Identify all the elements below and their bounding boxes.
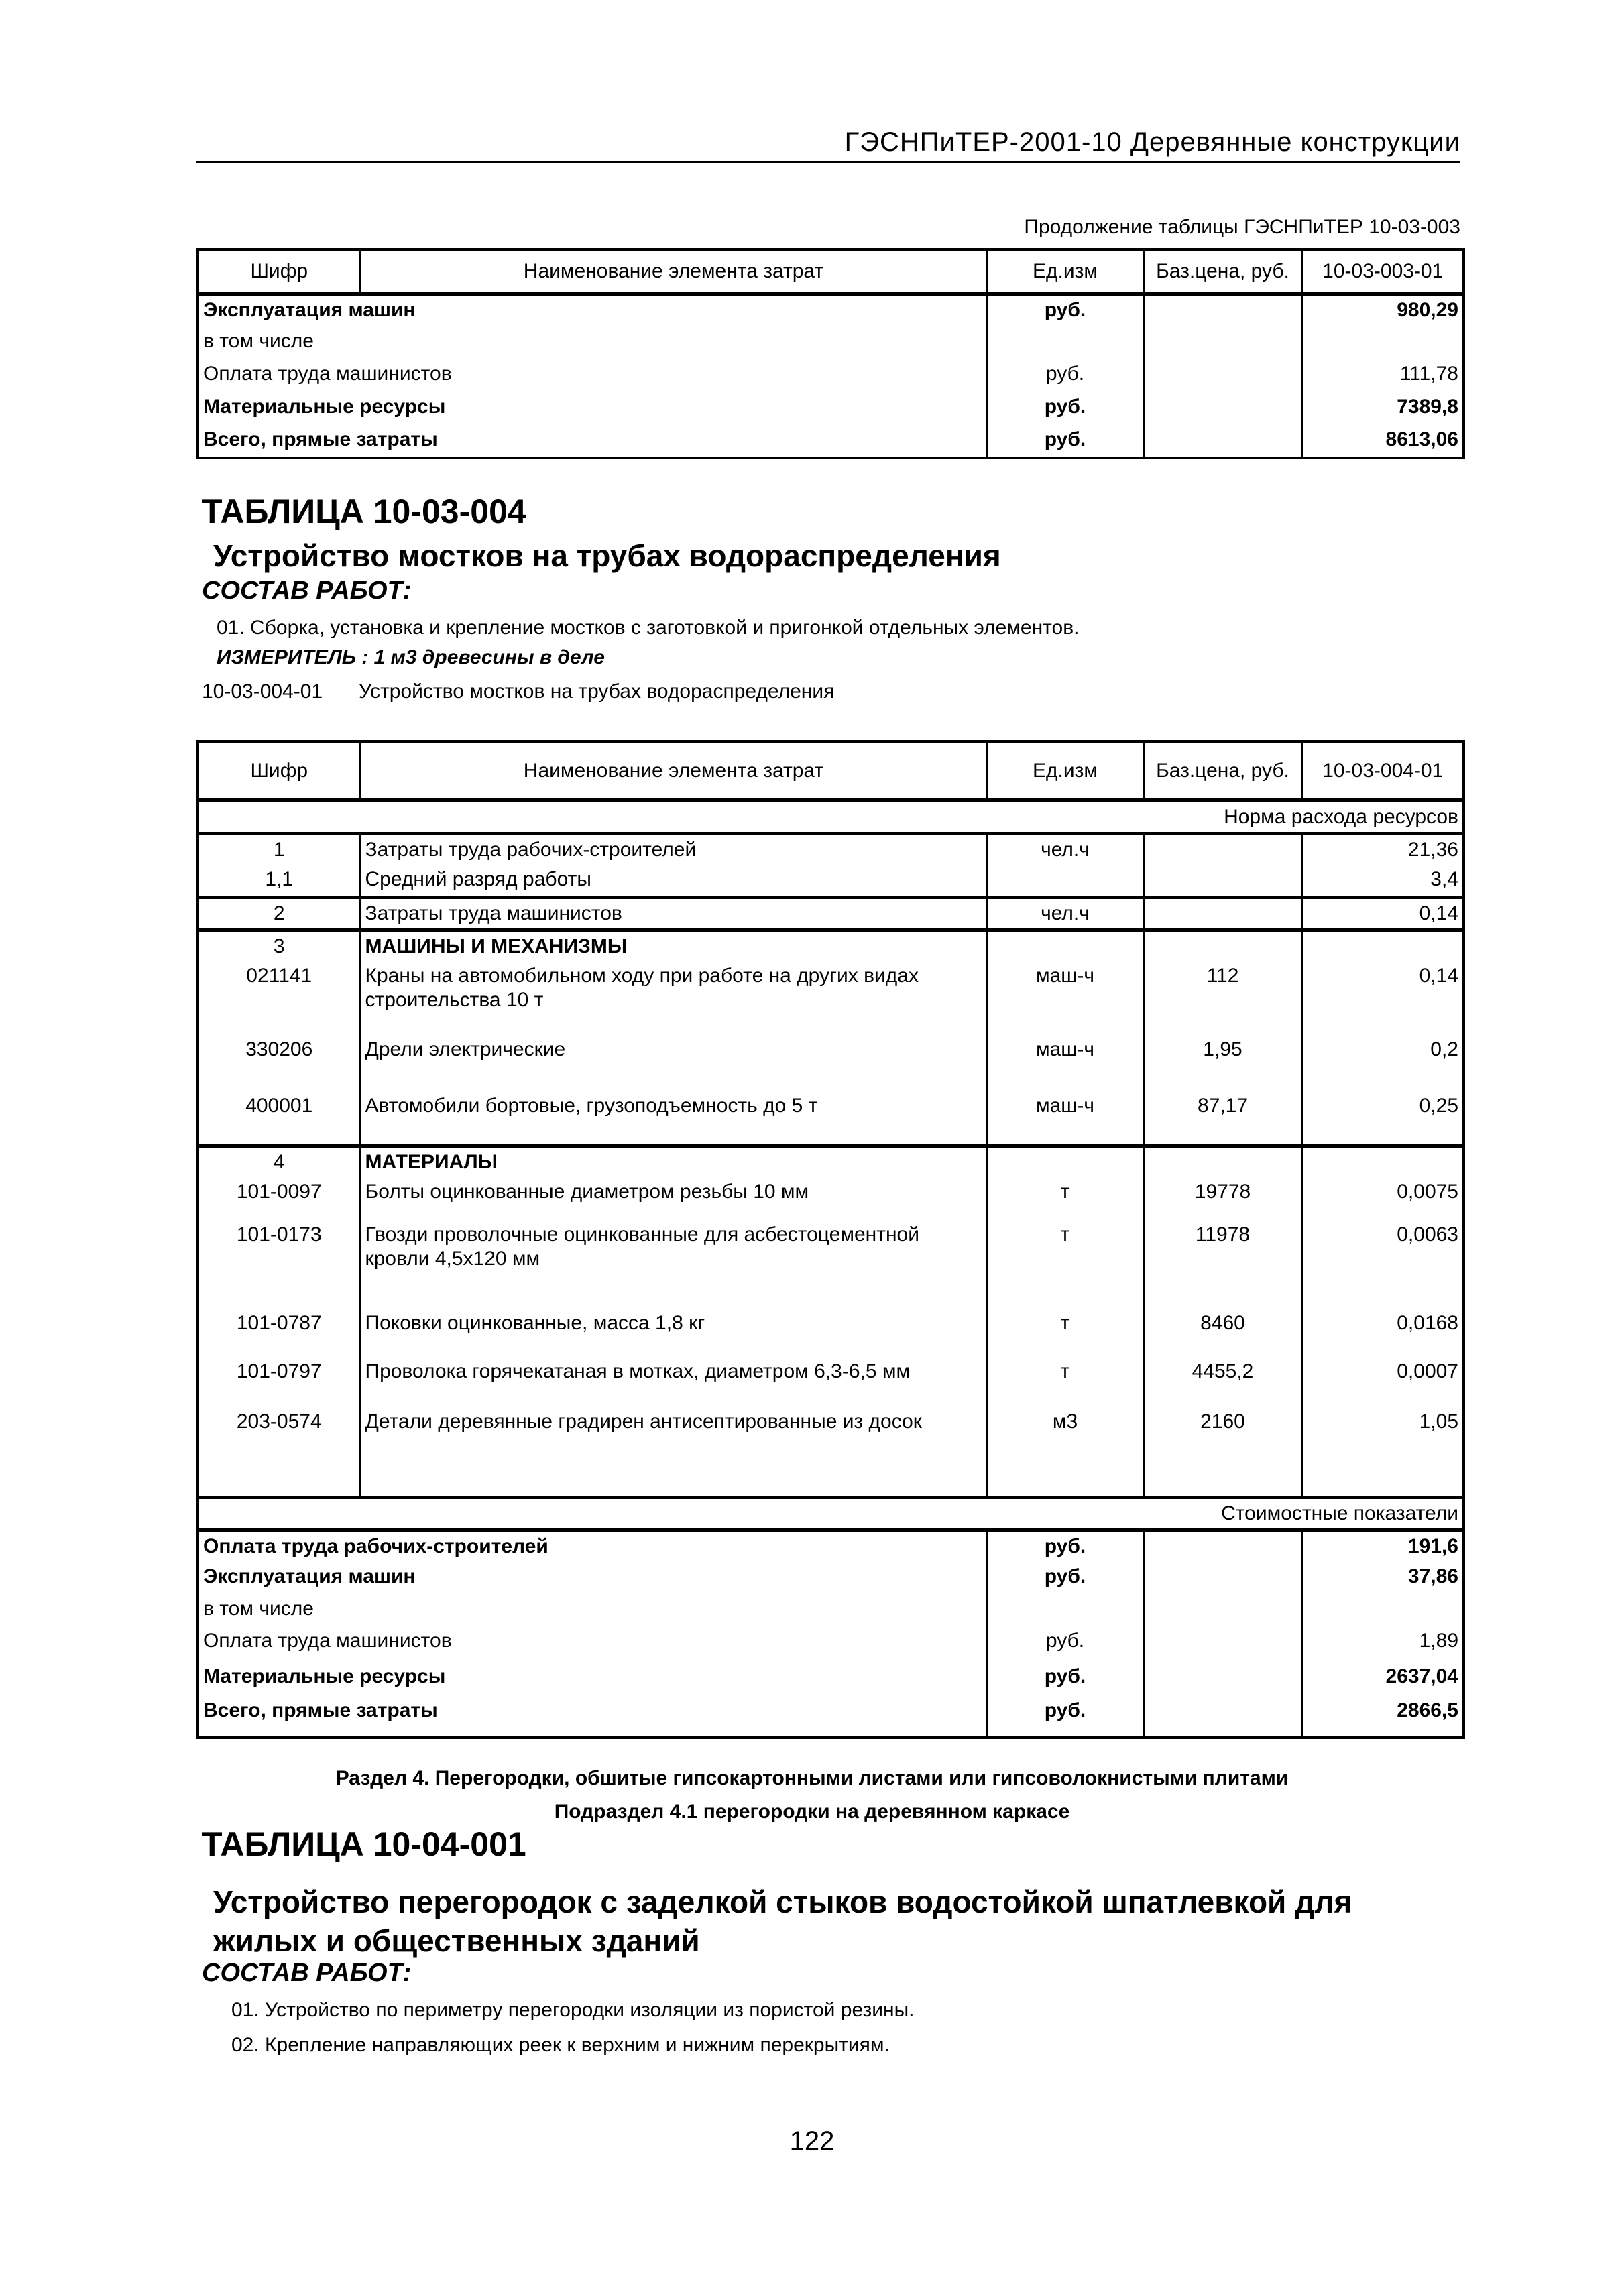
row-value: 1,05: [1302, 1407, 1464, 1497]
row-code: 101-0787: [198, 1309, 360, 1357]
row-unit: руб.: [987, 294, 1143, 326]
table-subject: Устройство мостков на трубах водораспределения: [213, 538, 1001, 573]
row-price: [1143, 326, 1302, 359]
row-name: Средний разряд работы: [360, 865, 987, 897]
row-value: 0,14: [1302, 961, 1464, 1035]
table-row: [198, 1146, 1464, 1178]
row-price: 8460: [1143, 1309, 1302, 1357]
col-header: Ед.изм: [987, 741, 1143, 800]
row-price: [1143, 834, 1302, 865]
row-value: 0,0007: [1302, 1357, 1464, 1407]
row-unit: т: [987, 1309, 1143, 1357]
norm-code: 10-03-004-01: [202, 680, 323, 703]
row-price: [1143, 1626, 1302, 1662]
row-value: 191,6: [1302, 1530, 1464, 1562]
row-value: 111,78: [1302, 359, 1464, 392]
col-header: Шифр: [198, 249, 360, 294]
row-name: Эксплуатация машин: [198, 294, 987, 326]
row-unit: руб.: [987, 1530, 1143, 1562]
row-unit: маш-ч: [987, 1091, 1143, 1146]
row-name: Оплата труда машинистов: [198, 359, 987, 392]
row-value: 0,2: [1302, 1035, 1464, 1091]
col-header: 10-03-004-01: [1302, 741, 1464, 800]
row-unit: [987, 1594, 1143, 1626]
row-value: 8613,06: [1302, 425, 1464, 458]
row-unit: чел.ч: [987, 897, 1143, 930]
table-title: ТАБЛИЦА 10-04-001: [202, 1825, 526, 1863]
row-value: 7389,8: [1302, 392, 1464, 425]
row-name: Краны на автомобильном ходу при работе на других видах строительства 10 т: [360, 961, 987, 1035]
row-value: 0,14: [1302, 897, 1464, 930]
works-heading: СОСТАВ РАБОТ:: [202, 1959, 412, 1987]
cost-row: [198, 1594, 1464, 1626]
row-price: [1143, 1530, 1302, 1562]
row-unit: руб.: [987, 425, 1143, 458]
row-code: 1: [198, 834, 360, 865]
row-code: 400001: [198, 1091, 360, 1146]
table-row: [198, 425, 1464, 458]
row-price: [1143, 1562, 1302, 1594]
col-header: Ед.изм: [987, 249, 1143, 294]
row-price: 4455,2: [1143, 1357, 1302, 1407]
row-value: 0,0075: [1302, 1177, 1464, 1220]
row-unit: руб.: [987, 392, 1143, 425]
row-unit: т: [987, 1177, 1143, 1220]
row-price: 87,17: [1143, 1091, 1302, 1146]
col-header: Наименование элемента затрат: [360, 249, 987, 294]
table-row: [198, 326, 1464, 359]
row-unit: руб.: [987, 1626, 1143, 1662]
row-unit: руб.: [987, 1662, 1143, 1696]
row-name: Материальные ресурсы: [198, 392, 987, 425]
table-row: [198, 897, 1464, 930]
row-code: 101-0797: [198, 1357, 360, 1407]
row-code: 101-0173: [198, 1220, 360, 1309]
row-price: [1143, 425, 1302, 458]
row-price: [1143, 1594, 1302, 1626]
page-number: 122: [789, 2126, 835, 2156]
table-row: [198, 930, 1464, 961]
row-name: Материальные ресурсы: [198, 1662, 987, 1696]
col-header: Шифр: [198, 741, 360, 800]
row-unit: т: [987, 1357, 1143, 1407]
row-unit: т: [987, 1220, 1143, 1309]
table-row: [198, 294, 1464, 326]
table-continuation-caption: Продолжение таблицы ГЭСНПиТЕР 10-03-003: [1024, 216, 1460, 238]
row-name: Оплата труда рабочих-строителей: [198, 1530, 987, 1562]
works-heading: СОСТАВ РАБОТ:: [202, 577, 412, 605]
row-unit: м3: [987, 1407, 1143, 1497]
cost-label: Стоимостные показатели: [198, 1497, 1464, 1530]
table-10-03-004: [196, 740, 1465, 1739]
row-price: [1143, 392, 1302, 425]
row-unit: маш-ч: [987, 961, 1143, 1035]
row-name: Затраты труда рабочих-строителей: [360, 834, 987, 865]
row-name: МАТЕРИАЛЫ: [360, 1146, 987, 1178]
row-unit: [987, 326, 1143, 359]
col-header: Баз.цена, руб.: [1143, 741, 1302, 800]
row-price: 1,95: [1143, 1035, 1302, 1091]
table-row: [198, 1035, 1464, 1091]
row-price: [1143, 930, 1302, 961]
row-price: 19778: [1143, 1177, 1302, 1220]
col-header: Баз.цена, руб.: [1143, 249, 1302, 294]
cost-row: [198, 1562, 1464, 1594]
section-heading: Раздел 4. Перегородки, обшитые гипсокартонными листами или гипсоволокнистыми плитами: [335, 1767, 1289, 1789]
header-rule: [196, 161, 1460, 163]
table-row: [198, 1177, 1464, 1220]
table-row: [198, 1309, 1464, 1357]
row-value: 980,29: [1302, 294, 1464, 326]
row-unit: руб.: [987, 1562, 1143, 1594]
col-header: Наименование элемента затрат: [360, 741, 987, 800]
table-row: [198, 834, 1464, 865]
norm-label: Норма расхода ресурсов: [1224, 806, 1458, 828]
row-name: Детали деревянные градирен антисептированные из досок: [360, 1407, 987, 1497]
row-name: МАШИНЫ И МЕХАНИЗМЫ: [360, 930, 987, 961]
row-name: Автомобили бортовые, грузоподъемность до 5 т: [360, 1091, 987, 1146]
row-name: Проволока горячекатаная в мотках, диаметром 6,3-6,5 мм: [360, 1357, 987, 1407]
table-row: [198, 1357, 1464, 1407]
row-unit: руб.: [987, 1696, 1143, 1738]
cost-row: [198, 1530, 1464, 1562]
row-price: 11978: [1143, 1220, 1302, 1309]
row-price: [1143, 359, 1302, 392]
row-value: 1,89: [1302, 1626, 1464, 1662]
row-code: 203-0574: [198, 1407, 360, 1497]
table-row: [198, 1091, 1464, 1146]
row-value: 0,0168: [1302, 1309, 1464, 1357]
table-subject: Устройство перегородок с заделкой стыков водостойкой шпатлевкой для жилых и общественных зданий: [213, 1884, 1352, 1958]
row-price: [1143, 1146, 1302, 1178]
row-name: в том числе: [198, 326, 987, 359]
row-value: 0,0063: [1302, 1220, 1464, 1309]
row-value: 2637,04: [1302, 1662, 1464, 1696]
row-price: [1143, 1696, 1302, 1738]
row-code: 021141: [198, 961, 360, 1035]
row-code: 101-0097: [198, 1177, 360, 1220]
row-unit: [987, 1146, 1143, 1178]
norm-description: Устройство мостков на трубах водораспределения: [359, 680, 835, 703]
cost-row: [198, 1696, 1464, 1738]
row-price: [1143, 865, 1302, 897]
row-price: [1143, 897, 1302, 930]
row-value: [1302, 930, 1464, 961]
row-name: Затраты труда машинистов: [360, 897, 987, 930]
row-code: 3: [198, 930, 360, 961]
table-row: [198, 359, 1464, 392]
row-name: Дрели электрические: [360, 1035, 987, 1091]
measure-unit: ИЗМЕРИТЕЛЬ : 1 м3 древесины в деле: [217, 646, 605, 668]
work-item: 01. Устройство по периметру перегородки изоляции из пористой резины.: [231, 1999, 915, 2021]
row-code: 1,1: [198, 865, 360, 897]
row-value: 37,86: [1302, 1562, 1464, 1594]
row-name: Всего, прямые затраты: [198, 425, 987, 458]
col-header: 10-03-003-01: [1302, 249, 1464, 294]
table-title: ТАБЛИЦА 10-03-004: [202, 493, 526, 530]
row-value: 3,4: [1302, 865, 1464, 897]
table-row: [198, 1407, 1464, 1497]
row-name: Всего, прямые затраты: [198, 1696, 987, 1738]
row-value: [1302, 326, 1464, 359]
row-unit: чел.ч: [987, 834, 1143, 865]
table-row: [198, 392, 1464, 425]
work-item: 02. Крепление направляющих реек к верхним и нижним перекрытиям.: [231, 2034, 890, 2056]
table-row: [198, 1220, 1464, 1309]
row-value: [1302, 1146, 1464, 1178]
row-value: 21,36: [1302, 834, 1464, 865]
row-value: 2866,5: [1302, 1696, 1464, 1738]
row-name: Болты оцинкованные диаметром резьбы 10 мм: [360, 1177, 987, 1220]
row-code: 4: [198, 1146, 360, 1178]
row-unit: [987, 865, 1143, 897]
row-value: 0,25: [1302, 1091, 1464, 1146]
row-name: Эксплуатация машин: [198, 1562, 987, 1594]
row-code: 2: [198, 897, 360, 930]
row-name: в том числе: [198, 1594, 987, 1626]
row-code: 330206: [198, 1035, 360, 1091]
row-price: 112: [1143, 961, 1302, 1035]
work-item: 01. Сборка, установка и крепление мостков с заготовкой и пригонкой отдельных элементов.: [217, 617, 1080, 639]
row-price: [1143, 294, 1302, 326]
table-row: [198, 961, 1464, 1035]
row-value: [1302, 1594, 1464, 1626]
row-unit: руб.: [987, 359, 1143, 392]
row-name: Оплата труда машинистов: [198, 1626, 987, 1662]
subsection-heading: Подраздел 4.1 перегородки на деревянном каркасе: [554, 1801, 1070, 1823]
row-unit: [987, 930, 1143, 961]
table-10-03-003-continuation: [196, 248, 1465, 459]
table-row: [198, 865, 1464, 897]
running-header: ГЭСНПиТЕР-2001-10 Деревянные конструкции: [844, 127, 1460, 157]
row-name: Гвозди проволочные оцинкованные для асбестоцементной кровли 4,5х120 мм: [360, 1220, 987, 1309]
cost-row: [198, 1626, 1464, 1662]
row-price: 2160: [1143, 1407, 1302, 1497]
row-unit: маш-ч: [987, 1035, 1143, 1091]
row-name: Поковки оцинкованные, масса 1,8 кг: [360, 1309, 987, 1357]
row-price: [1143, 1662, 1302, 1696]
cost-row: [198, 1662, 1464, 1696]
